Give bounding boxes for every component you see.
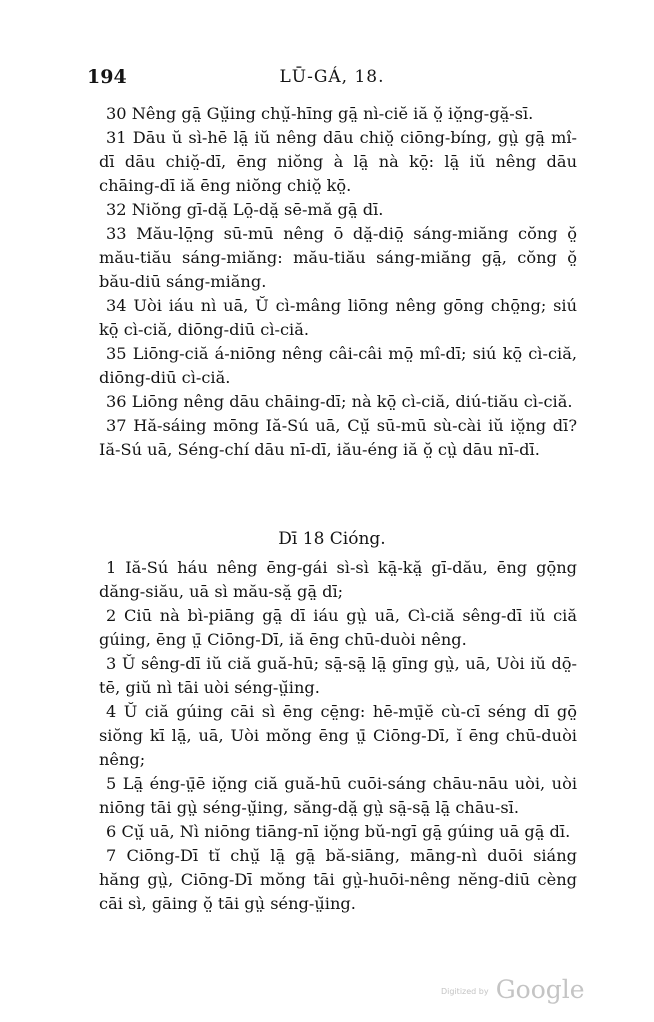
verse: 3 Ŭ sêng-dī iŭ ciă guă-hū; sā̤-sā̤ lā̤ gīng gṳ̀, uā, Uòi iŭ dō̤-tē, giŭ nì tāi uòi séng-ṳ̆ing. bbox=[99, 654, 577, 697]
verse: 31 Dāu ŭ sì-hē lā̤ iŭ nêng dāu chiŏ̤ ciōng-bíng, gṳ̀ gā̤ mî-dī dāu chiŏ̤-dī, ēng niŏng à lā̤ nà kō̤: lā̤ iŭ nêng dāu chāing-dī iă ēng niŏng chiŏ̤ kō̤. bbox=[99, 128, 577, 195]
verse: 33 Mău-lō̤ng sū-mū nêng ō dă̤-diō̤ sáng-miăng cŏng ŏ̤ mău-tiău sáng-miăng: mău-tiău sáng-miăng gā̤, cŏng ŏ̤ bău-diū sáng-miăng. bbox=[99, 224, 577, 291]
verse: 5 Lā̤ éng-ṳ̄ē iŏ̤ng ciă guă-hū cuōi-sáng chāu-nāu uòi, uòi niōng tāi gṳ̀ séng-ṳ̆ing, săng-dă̤ gṳ̀ sā̤-sā̤ lā̤ chāu-sī. bbox=[99, 774, 577, 817]
verse: 35 Liōng-ciă á-niōng nêng câi-câi mō̤ mî-dī; siú kō̤ cì-ciă, diōng-diū cì-ciă. bbox=[99, 344, 577, 387]
verse: 36 Liōng nêng dāu chāing-dī; nà kō̤ cì-ciă, diú-tiău cì-ciă. bbox=[106, 392, 573, 411]
digitized-by-label: Digitized by bbox=[441, 987, 489, 996]
verse: 4 Ŭ ciă gúing cāi sì ēng cē̤ng: hē-mṳ̄ĕ cù-cī séng dī gō̤ siŏng kī lā̤, uā, Uòi mŏng ēng ṳ̄ Ciōng-Dī, ĭ ēng chū-duòi nêng; bbox=[99, 702, 577, 769]
running-title: LŪ-GÁ, 18. bbox=[279, 67, 385, 87]
verse: 34 Uòi iáu nì uā, Ŭ cì-mâng liōng nêng gōng chō̤ng; siú kō̤ cì-ciă, diōng-diū cì-ciă. bbox=[99, 296, 577, 339]
verse: 32 Niŏng gī-dă̤ Lō̤-dă̤ sē-mă gā̤ dī. bbox=[106, 200, 384, 219]
verse: 1 Iă-Sú háu nêng ēng-gái sì-sì kā̤-kă̤ gī-dău, ēng gō̤ng dăng-siău, uā sì mău-să̤ gā̤ dī; bbox=[99, 558, 577, 601]
page-number: 194 bbox=[87, 66, 127, 88]
verses-before-chapter bbox=[99, 102, 577, 462]
page-header bbox=[87, 66, 577, 92]
google-logo: Google bbox=[495, 975, 585, 1004]
digitized-by-google-watermark bbox=[441, 975, 585, 1004]
verse: 37 Hă-sáing mōng Iă-Sú uā, Cṳ̆ sū-mū sù-cài iŭ iŏ̤ng dī? Iă-Sú uā, Séng-chí dāu nī-dī, iău-éng iă ŏ̤ cṳ̀ dāu nī-dī. bbox=[99, 416, 577, 459]
verse: 7 Ciōng-Dī tĭ chṳ̆ lā̤ gā̤ bă-siāng, māng-nì duōi siáng hăng gṳ̀, Ciōng-Dī mŏng tāi gṳ̀-huōi-nêng nĕng-diū cèng cāi sì, gāing ŏ̤ tāi gṳ̀ séng-ṳ̆ing. bbox=[99, 846, 577, 913]
verse: 6 Cṳ̆ uā, Nì niōng tiāng-nī iŏ̤ng bŭ-ngī gā̤ gúing uā gā̤ dī. bbox=[106, 822, 571, 841]
verses-after-chapter bbox=[99, 556, 577, 916]
chapter-heading: Dī 18 Cióng. bbox=[278, 529, 386, 549]
verse: 30 Nêng gā̤ Gṳ̆ing chṳ̆-hīng gā̤ nì-ciĕ iă ŏ̤ iŏ̤ng-gă̤-sī. bbox=[106, 104, 534, 123]
verse: 2 Ciū nà bì-piāng gā̤ dī iáu gṳ̀ uā, Cì-ciă sêng-dī iŭ ciă gúing, ēng ṳ̄ Ciōng-Dī, iă ēng chū-duòi nêng. bbox=[99, 606, 577, 649]
